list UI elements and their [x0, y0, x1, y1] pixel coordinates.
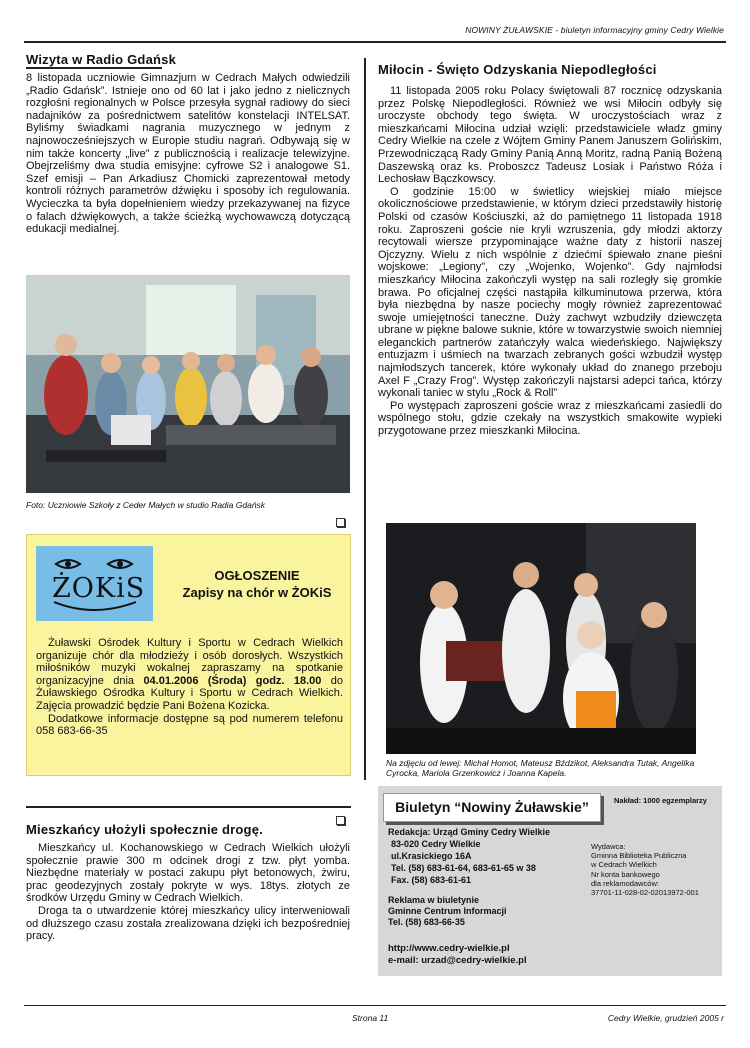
- publisher-line: 37701-11-028-02-02013972-001: [591, 888, 699, 898]
- publisher-line: Nr konta bankowego: [591, 869, 660, 879]
- bulletin-title: Biuletyn “Nowiny Żuławskie”: [383, 793, 601, 822]
- announcement-heading-block: [177, 567, 337, 601]
- paragraph: Mieszkańcy ul. Kochanowskiego w Cedrach Wielkich ułożyli społecznie prawie 300 m odcinek drogi z tzw. płyt yomba. Niezbędne materiały w postaci zakupu płyt betonowych, żwiru, prac geodezyjnych zostały pokryte w wys. 18tys. złotych ze środków Urzędu Gminy w Cedrach Wielkich.: [26, 842, 350, 905]
- publisher-line: Gminna Biblioteka Publiczna: [591, 851, 687, 861]
- article-road-title: Mieszkańcy ułożyli społecznie drogę.: [26, 822, 263, 837]
- paragraph: 8 listopada uczniowie Gimnazjum w Cedrach Małych odwiedzili „Radio Gdańsk”. Istnieje ono od 60 lat i jako jedno z nielicznych rozgłośni regionalnych w Polsce przesyła sygnał radiowy do sieci nadajników za pośrednictwem satelitów konstelacji INTELSAT. Byliśmy świadkami nagrania muzycznego w jednym z najnowocześniejszych w Europie studiu nagrań. Odbywają się w nim także koncerty „live” z publicznością i realizacje telewizyjne. Obejrzeliśmy dwa studia emisyjne: cyfrowe S2 i analogowe S1. Szef emisji – Pan Arkadiusz Chomicki zaprezentował metody kontroli różnych parametrów dźwięku i sposoby ich regulowania. Wycieczka ta była dopełnieniem wiedzy przekazywanej na fizyce o falach dźwiękowych, a także ścieżką wychowawczą dotyczącą edukacji medialnej.: [26, 72, 350, 236]
- radio-photo-caption: Foto: Uczniowie Szkoły z Ceder Małych w studio Radia Gdańsk: [26, 500, 266, 510]
- editorial-label: Redakcja: Urząd Gminy Cedry Wielkie: [388, 827, 550, 837]
- announcement-body: [36, 637, 343, 738]
- milocin-photo-caption: Na zdjęciu od lewej: Michał Homot, Mateusz Bździkot, Aleksandra Tutak, Angelika Cyrocka, Mariola Grzenkowicz i Joanna Kapela.: [386, 758, 695, 778]
- editorial-line: Tel. (58) 683-61-64, 683-61-65 w 38: [391, 863, 536, 873]
- zokis-logo-text: ŻOKiS: [52, 573, 146, 604]
- announcement-box: [26, 534, 351, 776]
- publisher-line: dla reklamodawców:: [591, 878, 659, 888]
- paragraph: 11 listopada 2005 roku Polacy świętowali 87 rocznicę odzyskania przez Polskę Niepodległości. Również we wsi Miłocin odbyły się uroczyste obchody tego święta. W uroczystościach wraz z mieszkańcami Miłocina udział wzięli: przedstawiciele władz gminy Cedry Wielkie na czele z Wójtem Gminy Panem Januszem Golińskim, Przewodniczącą Rady Gminy Panią Anną Moritz, radną Panią Bożeną Daszewską oraz ks. Proboszcz Tadeusz Losiak i Państwo Róża i Lechosław Bączkowscy.: [378, 85, 722, 186]
- section-end-square-icon: [336, 816, 345, 825]
- announcement-paragraph: [36, 637, 343, 713]
- milocin-photo: [386, 523, 696, 754]
- article-radio-body: [26, 72, 350, 236]
- footer-page-number: Strona 11: [352, 1013, 389, 1023]
- editorial-line: 83-020 Cedry Wielkie: [391, 839, 481, 849]
- publisher-line: w Cedrach Wielkich: [591, 860, 657, 870]
- bulletin-www-link[interactable]: http://www.cedry-wielkie.pl: [388, 943, 510, 954]
- editorial-line: ul.Krasickiego 16A: [391, 851, 472, 861]
- article-radio-title: Wizyta w Radio Gdańsk: [26, 52, 176, 67]
- paragraph: O godzinie 15:00 w świetlicy wiejskiej miało miejsce okolicznościowe przedstawienie, w którym dzieci przedstawiły historię Polski od czasów Kościuszki, aż do pamiętnego 11 listopada 1918 roku. Zaproszeni goście nie kryli wzruszenia, gdy młodzi aktorzy recytowali wiersze przypominające ważne daty z historii naszej Ojczyzny. Wielu z nich wspólnie z dziećmi śpiewało znane pieśni wojskowe: „Legiony”, czy „Wojenko, Wojenko”. Gdy najmłodsi mieszkańcy Miłocina zakończyli występ na sali rozległy się gromkie brawa. Po oficjalnej części nastąpiła kilkuminutowa przerwa, która była niezbędna by nasze pociechy mogły również zaprezentować swoje umiejętności taneczne. Duży zachwyt wzbudziły dziewczęta ubrane w piękne balowe suknie, które w towarzystwie swoich niemniej eleganckich partnerów zatańczyły walca wiedeńskiego. Największy entuzjazm i uśmiech na twarzach zebranych gości wzbudził występ najmłodszych tancerek, które wykonały układ do znanego przeboju Axel F „Crazy Frog”. Występ zakończyli najstarsi adepci tańca, którzy wykonali taniec w stylu „Rock & Roll”: [378, 185, 722, 400]
- article-road-body: [26, 842, 350, 943]
- ads-line: Gminne Centrum Informacji: [388, 906, 507, 916]
- editorial-line: Fax. (58) 683-61-61: [391, 875, 472, 885]
- article-milocin-body: [378, 85, 722, 438]
- bulletin-publisher: [591, 842, 699, 897]
- ads-line: Tel. (58) 683-66-35: [388, 917, 465, 927]
- title-underline: [26, 67, 162, 69]
- radio-studio-photo: [26, 275, 350, 493]
- ads-line: Reklama w biuletynie: [388, 895, 480, 905]
- bulletin-info-box: [378, 786, 722, 976]
- announcement-subheading: Zapisy na chór w ŻOKiS: [182, 585, 332, 600]
- announcement-heading: OGŁOSZENIE: [214, 568, 300, 583]
- announcement-text: do Żuławskiego Ośrodka Kultury i Sportu w Cedrach Wielkich. Zajęcia prowadzić będzie Pani Bożena Kozicka.: [36, 674, 343, 712]
- publisher-line: Wydawca:: [591, 842, 626, 851]
- column-divider: [364, 58, 366, 780]
- bulletin-editorial: [388, 826, 550, 886]
- bulletin-email-link[interactable]: e-mail: urzad@cedry-wielkie.pl: [388, 955, 527, 966]
- section-rule: [26, 806, 351, 808]
- announcement-date: 04.01.2006 (Środa) godz. 18.00: [143, 674, 322, 687]
- bulletin-contact: [388, 943, 527, 967]
- announcement-text: Żuławski Ośrodek Kultury i Sportu w Cedrach Wielkich organizuje chór dla młodzieży i osób dorosłych. Wszystkich miłośników muzyki wokalnej zapraszamy na spotkanie organizacyjne dnia: [36, 637, 343, 687]
- paragraph: Droga ta o utwardzenie której mieszkańcy ulicy interweniowali od dłuższego czasu została zrealizowana dzięki ich bezpośredniej pracy.: [26, 904, 350, 943]
- footer-date: Cedry Wielkie, grudzień 2005 r: [607, 1013, 724, 1023]
- article-milocin-title: Miłocin - Święto Odzyskania Niepodległości: [378, 62, 657, 77]
- bulletin-circulation: Nakład: 1000 egzemplarzy: [614, 796, 707, 805]
- section-end-square-icon: [336, 518, 345, 527]
- running-header: NOWINY ŻUŁAWSKIE - biuletyn informacyjny gminy Cedry Wielkie: [465, 25, 724, 35]
- footer-rule: [24, 1005, 726, 1006]
- announcement-contact: Dodatkowe informacje dostępne są pod numerem telefonu 058 683-66-35: [36, 712, 343, 738]
- bulletin-ads: [388, 895, 507, 928]
- zokis-logo: [36, 546, 153, 621]
- paragraph: Po występach zaproszeni goście wraz z mieszkańcami zasiedli do wspólnego stołu, gdzie czekały na wszystkich smakowite wypieki przygotowane przez mieszkanki Miłocina.: [378, 399, 722, 438]
- header-rule: [24, 41, 726, 43]
